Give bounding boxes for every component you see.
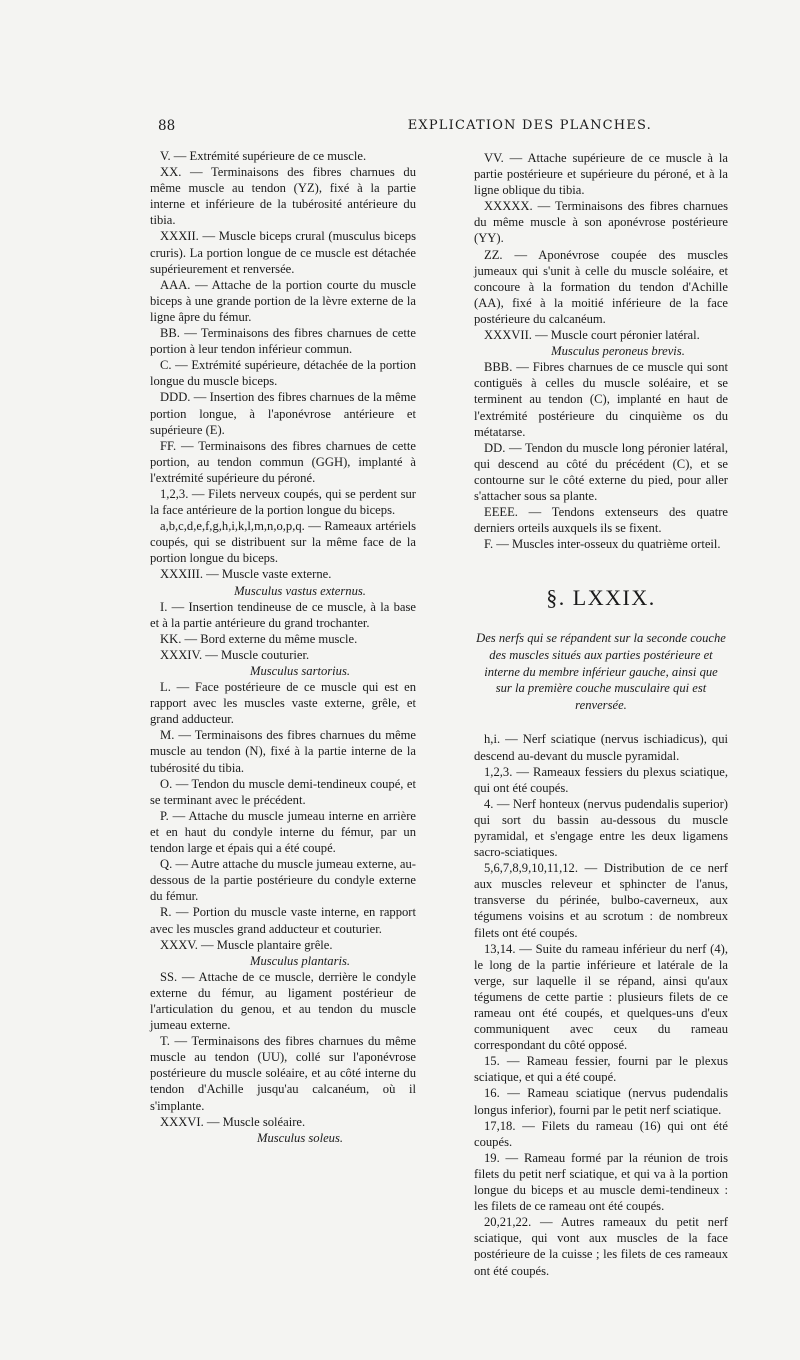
latin-name: Musculus soleus. <box>256 1130 344 1145</box>
entry: a,b,c,d,e,f,g,h,i,k,l,m,n,o,p,q. — Rameaux artériels coupés, qui se distribuent sur la même face de la portion longue du biceps. <box>150 519 416 566</box>
entry: XXXV. — Muscle plantaire grêle. <box>160 937 333 952</box>
latin-name: Musculus vastus externus. <box>234 583 366 598</box>
entry: EEEE. — Tendons extenseurs des quatre derniers orteils auxquels ils se fixent. <box>474 505 728 536</box>
entry: R. — Portion du muscle vaste interne, en rapport avec les muscles grand adducteur et couturier. <box>150 905 416 936</box>
entry: BB. — Terminaisons des fibres charnues de cette portion à leur tendon inférieur commun. <box>150 326 416 357</box>
left-column <box>150 148 416 1146</box>
latin-name: Musculus sartorius. <box>249 664 351 678</box>
section-subtitle: Des nerfs qui se répandent sur la seconde couche des muscles situés aux parties postérieure et interne du membre inférieur gauche, ainsi que sur la première couche musculaire qui est renversée. <box>476 631 726 712</box>
entry: 1,2,3. — Filets nerveux coupés, qui se perdent sur la face antérieure de la portion longue du biceps. <box>150 486 416 518</box>
section-body <box>474 731 728 1278</box>
entry: h,i. — Nerf sciatique (nervus ischiadicus), qui descend au-devant du muscle pyramidal. <box>474 732 728 763</box>
entry: I. — Insertion tendineuse de ce muscle, à la base et à la partie antérieure du grand trochanter. <box>150 599 416 630</box>
entry: 4. — Nerf honteux (nervus pudendalis superior) qui sort du bassin au-dessous du muscle pyramidal, et s'engage entre les deux ligamens sacro-sciatiques. <box>474 796 728 860</box>
entry: L. — Face postérieure de ce muscle qui est en rapport avec les muscles vaste externe, grêle, et grand adducteur. <box>150 680 416 727</box>
entry: SS. — Attache de ce muscle, derrière le condyle externe du fémur, au ligament postérieur de l'articulation du genou, et au tendon du muscle jumeau externe. <box>150 969 416 1033</box>
entry: 17,18. — Filets du rameau (16) qui ont été coupés. <box>474 1118 728 1149</box>
entry: 20,21,22. — Autres rameaux du petit nerf sciatique, qui vont aux muscles de la face postérieure de la cuisse ; les filets de ces rameaux ont été coupés. <box>474 1215 728 1278</box>
entry: XXXXX. — Terminaisons des fibres charnues du même muscle à son aponévrose postérieure (YY). <box>474 199 728 246</box>
right-column <box>474 150 728 1279</box>
entry: XX. — Terminaisons des fibres charnues du même muscle au tendon (YZ), fixé à la partie interne et inférieure de la tubérosité antérieure du tibia. <box>150 165 416 228</box>
entry: BBB. — Fibres charnues de ce muscle qui sont contiguës à celles du muscle soléaire, et se terminent au tendon (C), implanté en haut de l'extrémité postérieure du cinquième os du métatarse. <box>474 360 728 439</box>
entry: XXXIV. — Muscle couturier. <box>160 647 310 662</box>
page-header <box>158 118 652 138</box>
entry: 16. — Rameau sciatique (nervus pudendalis longus inferior), fourni par le petit nerf sciatique. <box>474 1086 728 1117</box>
entry: 15. — Rameau fessier, fourni par le plexus sciatique, et qui a été coupé. <box>474 1054 728 1085</box>
entry: VV. — Attache supérieure de ce muscle à la partie postérieure et supérieure du péroné, et à la ligne oblique du tibia. <box>474 151 728 198</box>
entry: V. — Extrémité supérieure de ce muscle. <box>160 149 367 163</box>
latin-name: Musculus plantaris. <box>249 953 351 968</box>
entry: DDD. — Insertion des fibres charnues de la même portion longue, à l'aponévrose antérieure et supérieure (E). <box>150 390 416 437</box>
entry: KK. — Bord externe du même muscle. <box>160 631 358 646</box>
entry: XXXVII. — Muscle court péronier latéral. <box>484 328 700 343</box>
entry: AAA. — Attache de la portion courte du muscle biceps à une grande portion de la lèvre externe de la ligne âpre du fémur. <box>150 277 416 324</box>
entry: C. — Extrémité supérieure, détachée de la portion longue du muscle biceps. <box>150 358 416 389</box>
entry: Q. — Autre attache du muscle jumeau externe, au-dessous de la partie postérieure du condyle externe du fémur. <box>150 857 416 904</box>
entry: DD. — Tendon du muscle long péronier latéral, qui descend au côté du précédent (C), et se contourne sur le côté externe du pied, pour aller s'attacher sous sa plante. <box>474 440 728 503</box>
entry: ZZ. — Aponévrose coupée des muscles jumeaux qui s'unit à celle du muscle soléaire, et concoure à la formation du tendon d'Achille (AA), fixé à la moitié inférieure de la face postérieure du calcanéum. <box>474 247 728 326</box>
entry: 1,2,3. — Rameaux fessiers du plexus sciatique, qui ont été coupés. <box>474 764 728 795</box>
entry: 13,14. — Suite du rameau inférieur du nerf (4), le long de la partie inférieure et latérale de la verge, sur laquelle il se répand, ainsi qu'aux tégumens de cette partie : plusieurs filets de ce rameau ont été coupés, et quelques-uns d'eux communiquent avec ceux du rameau correspondant du côté opposé. <box>474 941 728 1053</box>
running-title: EXPLICATION DES PLANCHES. <box>407 118 652 133</box>
entry: XXXIII. — Muscle vaste externe. <box>160 567 332 582</box>
entry: F. — Muscles inter-osseux du quatrième orteil. <box>484 537 721 552</box>
entry: FF. — Terminaisons des fibres charnues de cette portion, au tendon commun (GGH), implanté à l'extrémité supérieure du péroné. <box>150 438 416 485</box>
entry: XXXVI. — Muscle soléaire. <box>160 1114 306 1129</box>
entry: P. — Attache du muscle jumeau interne en arrière et en haut du condyle interne du fémur, par un tendon large et épais qui a été coupé. <box>150 808 416 856</box>
entry: 5,6,7,8,9,10,11,12. — Distribution de ce nerf aux muscles releveur et sphincter de l'anus, transverse du périnée, bulbo-caverneux, aux tégumens voisins et au scrotum : de nombreux filets ont été coupés. <box>474 861 728 940</box>
entry: T. — Terminaisons des fibres charnues du même muscle au tendon (UU), collé sur l'aponévrose postérieure du muscle soléaire, et au côté interne du tendon d'Achille jusqu'au calcanéum, où il s'implante. <box>150 1034 416 1113</box>
page-number: 88 <box>158 118 176 134</box>
entry: O. — Tendon du muscle demi-tendineux coupé, et se terminant avec le précédent. <box>150 776 416 807</box>
entry: M. — Terminaisons des fibres charnues du même muscle au tendon (N), fixé à la partie interne de la tubérosité du tibia. <box>150 728 416 775</box>
entry: 19. — Rameau formé par la réunion de trois filets du petit nerf sciatique, et qui va à la portion longue du biceps et au muscle demi-tendineux : les filets de ce rameau ont été coupés. <box>474 1150 728 1214</box>
section-title: §. LXXIX. <box>546 585 656 611</box>
entry: XXXII. — Muscle biceps crural (musculus biceps cruris). La portion longue de ce muscle est détachée supérieurement et renversée. <box>150 229 416 276</box>
latin-name: Musculus peroneus brevis. <box>551 344 685 359</box>
